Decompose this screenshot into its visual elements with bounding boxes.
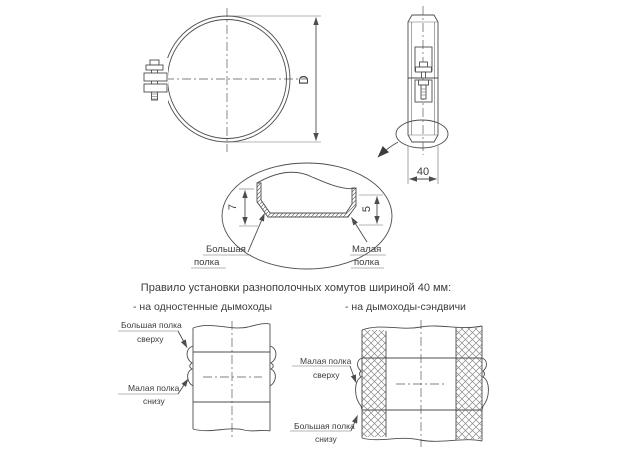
bolt-cap (150, 60, 159, 65)
bolt-head (146, 65, 163, 70)
bolt-cap-side (420, 62, 428, 67)
insulation-right (456, 328, 482, 439)
small-flange-height-value: 5 (361, 205, 373, 213)
clamp-profile-right (270, 346, 276, 386)
top-flange-leader (350, 366, 356, 383)
sandwich-top-label-line2: сверху (313, 370, 340, 380)
small-flange-leader (352, 218, 368, 243)
bolt-neck-side (422, 72, 426, 78)
small-flange-label-line2: полка (354, 257, 380, 268)
clamp-side-view (378, 6, 448, 184)
single-wall-top-label-line2: сверху (137, 334, 164, 344)
single-wall-top-label-line1: Большая полка (121, 320, 182, 330)
lock-bracket-upper (144, 73, 167, 81)
sandwich-bottom-label-line1: Большая полка (294, 421, 355, 431)
clamp-profile-left (187, 346, 193, 386)
small-flange-label-line1: Малая (352, 244, 382, 255)
big-flange-label-line2: полка (194, 257, 220, 268)
pipe-break-bottom (193, 429, 270, 431)
band-break-wavy-edge (257, 172, 356, 188)
band-width-dimension (408, 146, 438, 184)
lock-bracket-lower (144, 84, 167, 92)
rule-sandwich: - на дымоходы-сэндвичи (345, 301, 466, 313)
clamp-profile-right (482, 358, 488, 410)
single-wall-chimney-diagram (118, 320, 276, 437)
pipe-break-top (193, 324, 270, 328)
rule-title: Правило установки разнополочных хомутов шириной 40 мм: (140, 282, 452, 294)
big-flange-label-line1: Большая (206, 244, 246, 255)
band-width-value: 40 (416, 166, 430, 178)
insulation-left (362, 330, 386, 437)
top-flange-leader (178, 331, 187, 348)
single-wall-bottom-label-line1: Малая полка (128, 383, 180, 393)
bolt-head-side (416, 67, 432, 72)
flange-detail-view (191, 163, 392, 269)
big-flange-leader (248, 214, 265, 253)
bolt-nut-side (419, 80, 429, 85)
small-flange-dimension (359, 195, 383, 225)
clamp-front-view (144, 8, 321, 152)
single-wall-bottom-label-line2: снизу (143, 396, 165, 406)
sandwich-chimney-diagram (290, 320, 488, 447)
detail-callout-arrow (378, 142, 398, 157)
bottom-flange-leader (178, 379, 188, 394)
sandwich-bottom-label-line2: снизу (315, 434, 337, 444)
band-cross-section (257, 183, 356, 217)
big-flange-dimension (227, 189, 258, 226)
detail-callout-ellipse (396, 120, 448, 148)
big-flange-height-value: 7 (227, 203, 239, 211)
diameter-label: D (296, 75, 311, 85)
bolt-lock-assembly (144, 58, 168, 102)
rule-single-wall: - на одностенные дымоходы (133, 301, 273, 313)
clamp-profile-left (356, 358, 362, 410)
sandwich-top-label-line1: Малая полка (300, 356, 352, 366)
